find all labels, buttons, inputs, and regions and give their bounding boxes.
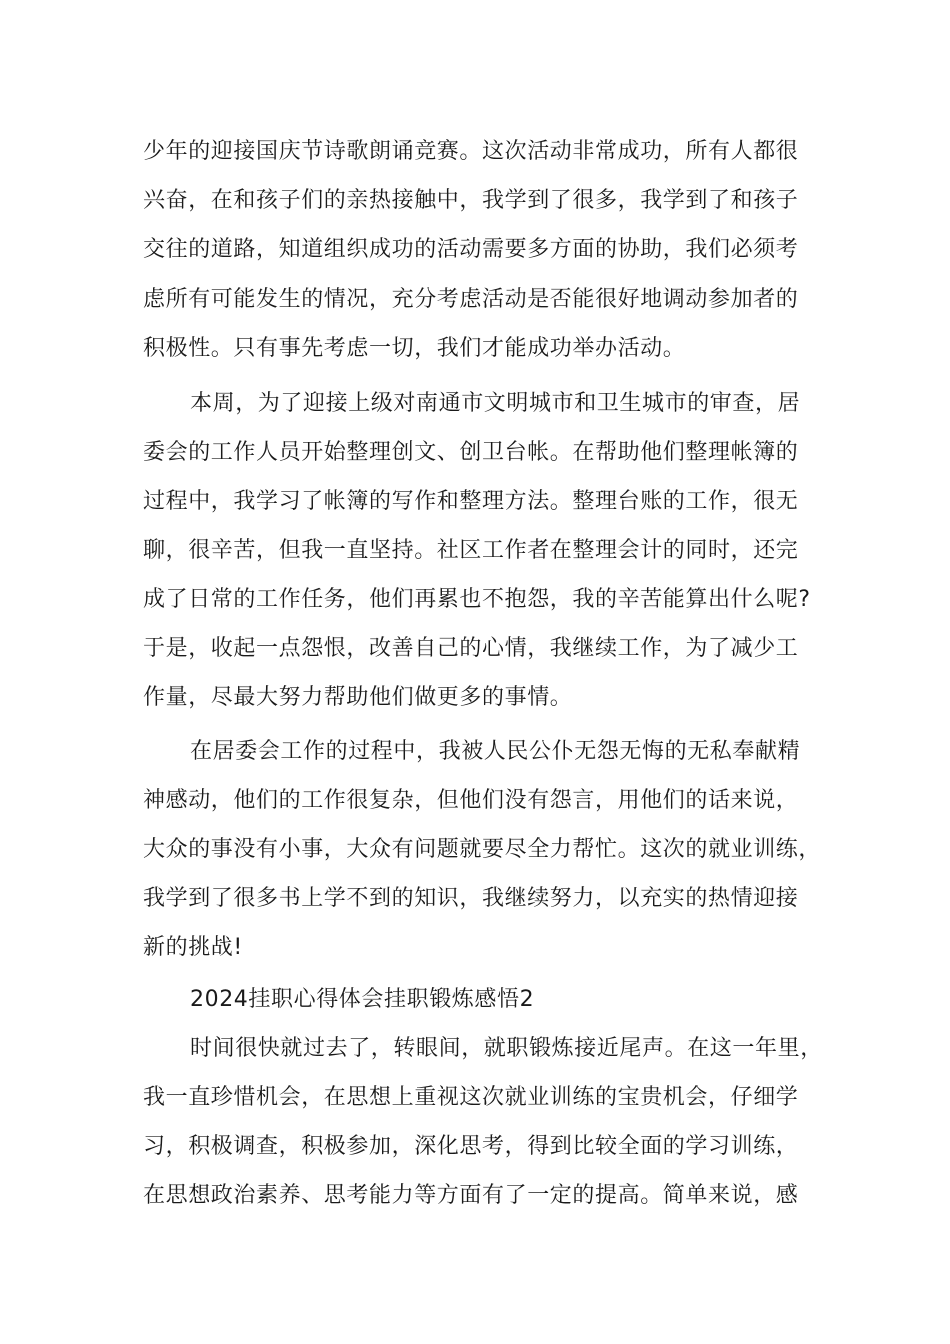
paragraph-1-line-4: 虑所有可能发生的情况，充分考虑活动是否能很好地调动参加者的 [143,287,799,312]
paragraph-2-line-2: 委会的工作人员开始整理创文、创卫台帐。在帮助他们整理帐簿的 [143,440,799,465]
paragraph-4-line-1: 时间很快就过去了，转眼间，就职锻炼接近尾声。在这一年里， [190,1036,823,1061]
paragraph-3-line-4: 我学到了很多书上学不到的知识，我继续努力，以充实的热情迎接 [143,886,799,911]
paragraph-2-line-7: 作量，尽最大努力帮助他们做更多的事情。 [143,685,573,710]
paragraph-4-line-4: 在思想政治素养、思考能力等方面有了一定的提高。简单来说，感 [143,1183,799,1208]
paragraph-3-line-3: 大众的事没有小事，大众有问题就要尽全力帮忙。这次的就业训练， [143,837,822,862]
paragraph-4-line-3: 习，积极调查，积极参加，深化思考，得到比较全面的学习训练， [143,1134,799,1159]
paragraph-2-line-3: 过程中，我学习了帐簿的写作和整理方法。整理台账的工作，很无 [143,489,799,514]
paragraph-2-line-6: 于是，收起一点怨恨，改善自己的心情，我继续工作，为了减少工 [143,636,799,661]
paragraph-2-line-5: 成了日常的工作任务，他们再累也不抱怨，我的辛苦能算出什么呢? [143,587,811,612]
paragraph-1-line-5: 积极性。只有事先考虑一切，我们才能成功举办活动。 [143,336,686,361]
paragraph-3-line-5: 新的挑战! [143,935,243,960]
paragraph-1-line-1: 少年的迎接国庆节诗歌朗诵竞赛。这次活动非常成功，所有人都很 [143,139,799,164]
paragraph-3-line-2: 神感动，他们的工作很复杂，但他们没有怨言，用他们的话来说， [143,788,799,813]
paragraph-4-line-2: 我一直珍惜机会，在思想上重视这次就业训练的宝贵机会，仔细学 [143,1085,799,1110]
paragraph-2-line-1: 本周，为了迎接上级对南通市文明城市和卫生城市的审查，居 [190,391,801,416]
paragraph-3-line-1: 在居委会工作的过程中，我被人民公仆无怨无悔的无私奉献精 [190,739,801,764]
paragraph-2-line-4: 聊，很辛苦，但我一直坚持。社区工作者在整理会计的同时，还完 [143,538,799,563]
paragraph-1-line-2: 兴奋，在和孩子们的亲热接触中，我学到了很多，我学到了和孩子 [143,188,799,213]
section-heading: 2024挂职心得体会挂职锻炼感悟2 [190,987,535,1012]
paragraph-1-line-3: 交往的道路，知道组织成功的活动需要多方面的协助，我们必须考 [143,237,799,262]
